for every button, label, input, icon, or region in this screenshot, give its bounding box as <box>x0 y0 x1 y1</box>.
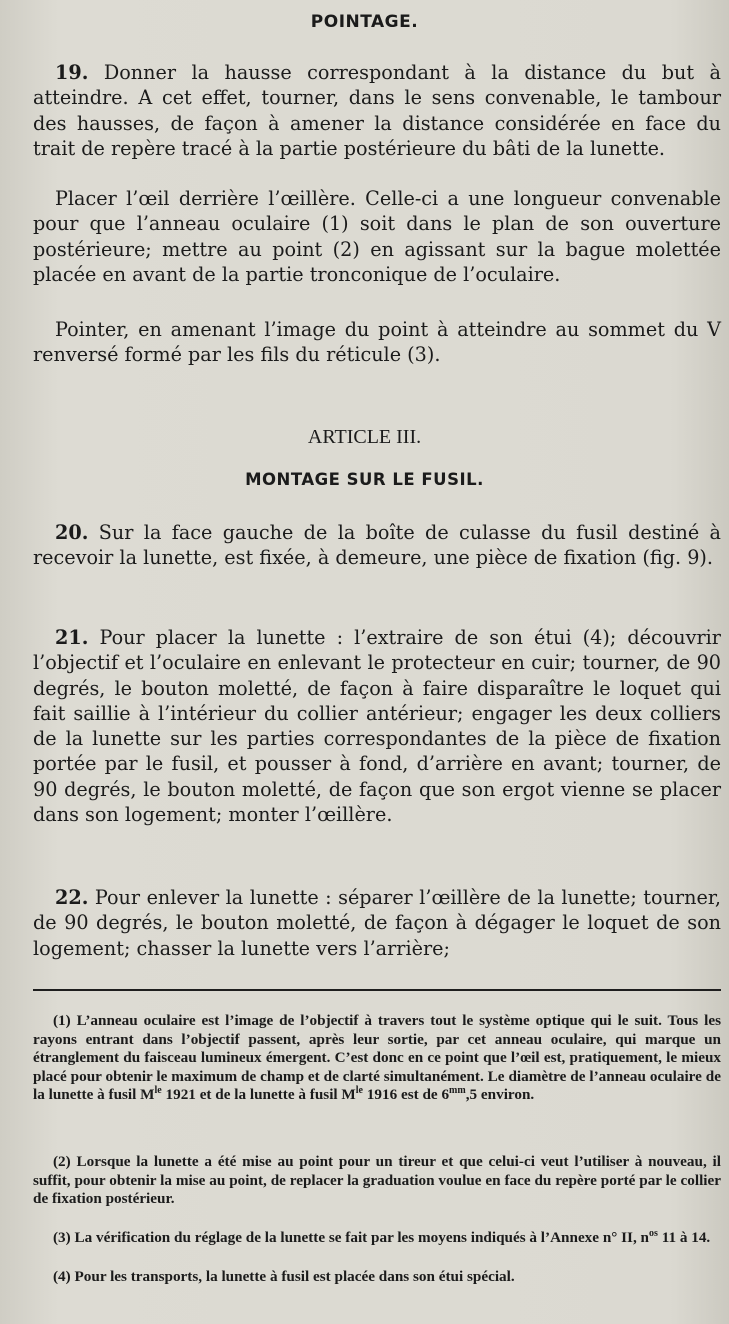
footnote-separator <box>33 989 721 991</box>
footnote-1: (1) L’anneau oculaire est l’image de l’objectif à travers tout le système optique qui le suit. Tous les rayons entrant dans l’objectif passent, après leur sortie, par cet anneau oculaire, qui marque un étranglement du faisceau lumineux émergent. C’est donc en ce point que l’œil est, pratiquement, le mieux placé pour obtenir le maximum de champ et de clarté simultanément. Le diamètre de l’anneau oculaire de la lunette à fusil $M^{le}$ 1921 et de la lunette à fusil $M^{le}$ 1916 est de $6^{mm},5$ environ. <box>33 1012 721 1104</box>
article-title: ARTICLE III. <box>307 426 422 448</box>
paragraph-text: Donner la hausse correspondant à la distance du but à atteindre. A cet effet, tourner, dans le sens convenable, le tambour des hausses, de façon à amener la distance considérée en face du trait de repère tracé à la partie postérieure du bâti de la lunette. <box>33 61 721 160</box>
section-title: POINTAGE. <box>310 12 419 32</box>
paragraph-number: 19. <box>55 61 89 84</box>
footnote-3: (3) La vérification du réglage de la lunette se fait par les moyens indiqués à l’Annexe n° II, $n^{os}$ 11 à 14. <box>53 1227 711 1246</box>
article-subtitle: MONTAGE SUR LE FUSIL. <box>245 470 484 489</box>
paragraph-text: Pour placer la lunette : l’extraire de son étui (4); découvrir l’objectif et l’oculaire en enlevant le protecteur en cuir; tourner, de 90 degrés, le bouton moletté, de façon à faire disparaître le loquet qui fait saillie à l’intérieur du collier antérieur; engager les deux colliers de la lunette sur les parties correspondantes de la pièce de fixation portée par le fusil, et pousser à fond, d’arrière en avant; tourner, de 90 degrés, le bouton moletté, de façon que son ergot vienne se placer dans son logement; monter l’œillère. <box>33 626 721 827</box>
paragraph-text: Pour enlever la lunette : séparer l’œillère de la lunette; tourner, de 90 degrés, le bouton moletté, de façon à dégager le loquet de son logement; chasser la lunette vers l’arrière; <box>33 886 721 960</box>
paragraph-19 <box>33 60 721 161</box>
paragraph-19-placer: Placer l’œil derrière l’œillère. Celle-ci a une longueur convenable pour que l’anneau oculaire (1) soit dans le plan de son ouverture postérieure; mettre au point (2) en agissant sur la bague molettée placée en avant de la partie tronconique de l’oculaire. <box>33 187 721 286</box>
paragraph-number: 20. <box>55 521 89 544</box>
paragraph-text: Sur la face gauche de la boîte de culasse du fusil destiné à recevoir la lunette, est fixée, à demeure, une pièce de fixation (fig. 9). <box>33 521 721 570</box>
paragraph-22 <box>33 885 721 961</box>
paragraph-21 <box>33 625 721 827</box>
paragraph-19-pointer: Pointer, en amenant l’image du point à atteindre au sommet du V renversé formé par les fils du réticule (3). <box>33 318 721 367</box>
paragraph-20 <box>33 520 721 571</box>
paragraph-number: 21. <box>55 626 89 649</box>
footnote-4: (4) Pour les transports, la lunette à fusil est placée dans son étui spécial. <box>53 1268 515 1285</box>
footnote-2: (2) Lorsque la lunette a été mise au point pour un tireur et que celui-ci veut l’utiliser à nouveau, il suffit, pour obtenir la mise au point, de replacer la graduation voulue en face du repère porté par le collier de fixation postérieur. <box>33 1153 721 1208</box>
paragraph-number: 22. <box>55 886 89 909</box>
